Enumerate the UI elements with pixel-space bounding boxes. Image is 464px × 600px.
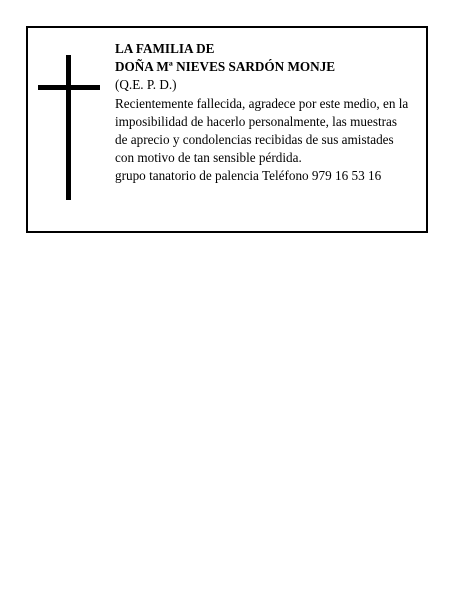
cross-horizontal-bar xyxy=(38,85,100,90)
body-line: de aprecio y condolencias recibidas de sus amistades xyxy=(115,132,394,148)
body-line: con motivo de tan sensible pérdida. xyxy=(115,150,302,166)
notice-text xyxy=(115,40,425,186)
heading-family: LA FAMILIA DE xyxy=(115,41,215,56)
obituary-notice xyxy=(26,26,428,233)
cross-vertical-bar xyxy=(66,55,71,200)
heading-deceased-name: DOÑA Mª NIEVES SARDÓN MONJE xyxy=(115,59,336,75)
latin-cross-icon xyxy=(38,55,100,200)
body-line: imposibilidad de hacerlo personalmente, las muestras xyxy=(115,113,397,129)
contact-line: grupo tanatorio de palencia Teléfono 979 16 53 16 xyxy=(115,168,382,184)
qepd-text: (Q.E. P. D.) xyxy=(115,77,177,93)
body-line: Recientemente fallecida, agradece por este medio, en la xyxy=(115,95,409,111)
